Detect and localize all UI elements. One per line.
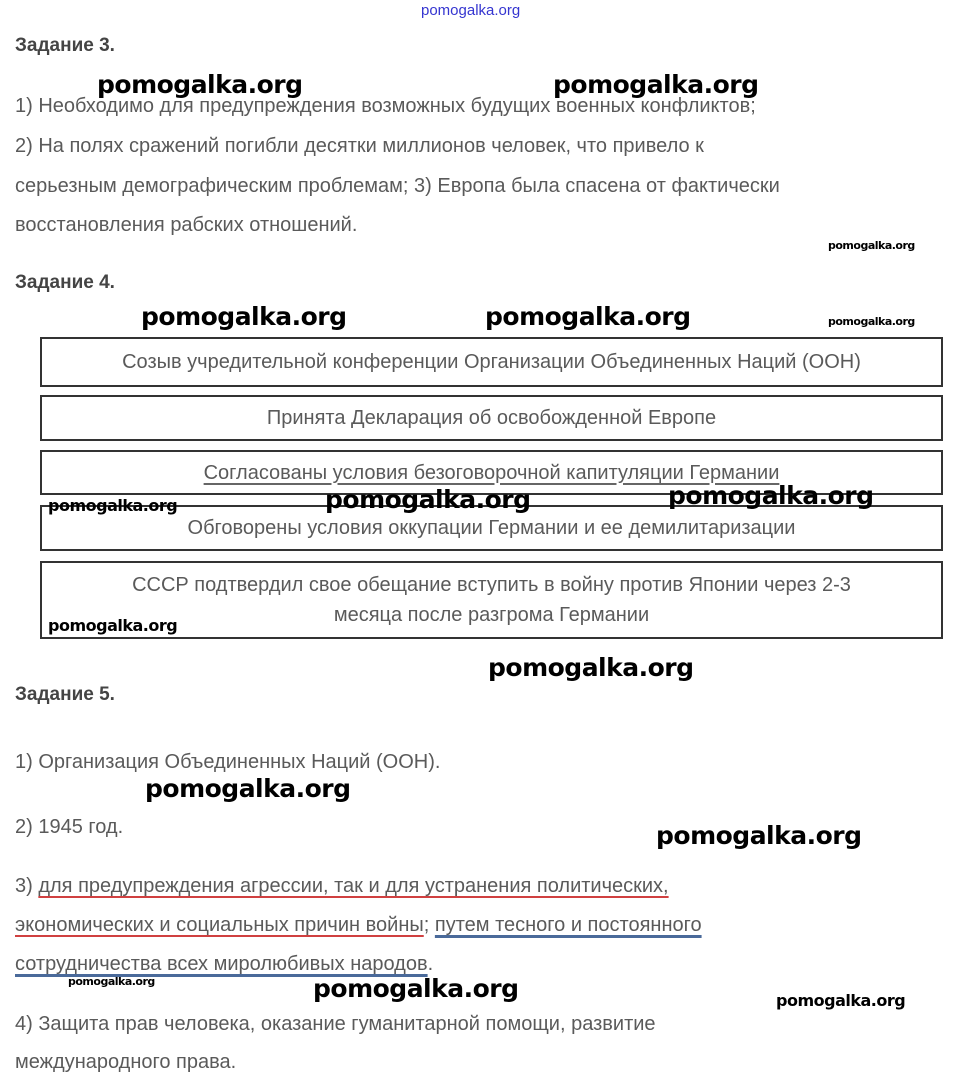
- answer-3-red: для предупреждения агрессии, так и для устранения политических,: [38, 875, 669, 897]
- watermark: pomogalka.org: [828, 315, 915, 328]
- event-text: Обговорены условия оккупации Германии и ее демилитаризации: [187, 517, 796, 539]
- answer-3-sep: ;: [423, 914, 435, 936]
- watermark: pomogalka.org: [141, 302, 347, 331]
- watermark: pomogalka.org: [485, 302, 691, 331]
- task3-line: серьезным демографическим проблемам; 3) Европа была спасена от фактически: [15, 175, 780, 197]
- watermark: pomogalka.org: [68, 975, 155, 988]
- event-text: месяца после разгрома Германии: [333, 604, 650, 626]
- task3-heading: Задание 3.: [15, 35, 115, 56]
- answer-3-red: экономических и социальных причин войны: [15, 914, 424, 936]
- watermark: pomogalka.org: [828, 239, 915, 252]
- answer-2: 2) 1945 год.: [15, 816, 124, 838]
- answer-4-line1: 4) Защита прав человека, оказание гуманитарной помощи, развитие: [15, 1013, 656, 1035]
- watermark: pomogalka.org: [488, 653, 694, 682]
- watermark: pomogalka.org: [313, 974, 519, 1003]
- watermark: pomogalka.org: [48, 616, 178, 635]
- event-text: СССР подтвердил свое обещание вступить в войну против Японии через 2-3: [132, 574, 851, 596]
- watermark: pomogalka.org: [97, 70, 303, 99]
- answer-3-line2: [15, 913, 702, 937]
- task3-line: 1) Необходимо для предупреждения возможных будущих военных конфликтов;: [15, 95, 756, 117]
- event-box: [40, 395, 943, 441]
- answer-3-prefix: 3): [15, 875, 39, 897]
- watermark: pomogalka.org: [656, 821, 862, 850]
- watermark: pomogalka.org: [325, 485, 531, 514]
- watermark: pomogalka.org: [553, 70, 759, 99]
- event-text: Принята Декларация об освобожденной Европе: [266, 407, 717, 429]
- answer-4-line2: международного права.: [15, 1051, 237, 1073]
- task4-heading: Задание 4.: [15, 272, 115, 293]
- watermark: pomogalka.org: [776, 991, 906, 1010]
- answer-3-line1: [15, 874, 669, 898]
- task3-line: 2) На полях сражений погибли десятки миллионов человек, что привело к: [15, 135, 704, 157]
- answer-3-line3: [15, 952, 433, 976]
- event-text: Согласованы условия безоговорочной капитуляции Германии: [203, 461, 780, 484]
- task5-heading: Задание 5.: [15, 684, 115, 705]
- site-link[interactable]: pomogalka.org: [421, 2, 521, 19]
- watermark: pomogalka.org: [48, 496, 178, 515]
- watermark: pomogalka.org: [668, 481, 874, 510]
- answer-3-blue: сотрудничества всех миролюбивых народов: [15, 953, 428, 975]
- event-text: Созыв учредительной конференции Организации Объединенных Наций (ООН): [122, 351, 861, 373]
- watermark: pomogalka.org: [145, 774, 351, 803]
- answer-3-end: .: [427, 953, 434, 975]
- answer-1: 1) Организация Объединенных Наций (ООН).: [15, 751, 441, 773]
- answer-3-blue: путем тесного и постоянного: [434, 914, 702, 936]
- event-box: [40, 337, 943, 387]
- task3-line: восстановления рабских отношений.: [15, 214, 358, 236]
